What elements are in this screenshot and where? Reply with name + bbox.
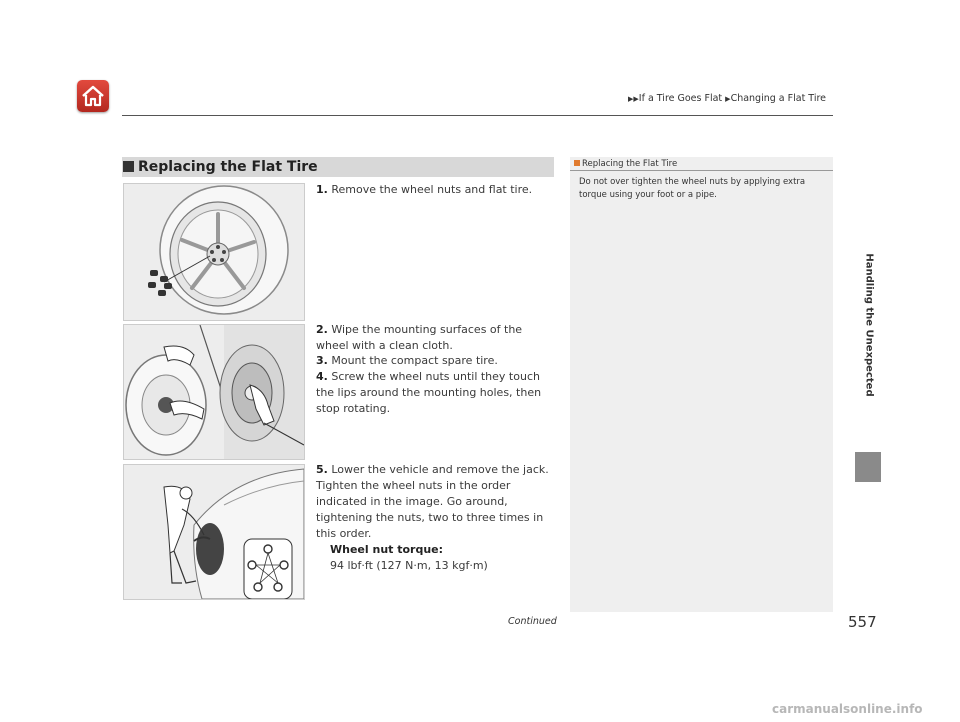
note-text: Do not over tighten the wheel nuts by applying extra torque using your foot or a pipe. (579, 177, 806, 200)
tighten-illustration (124, 465, 304, 599)
step-2 (316, 322, 556, 354)
note-divider (570, 170, 833, 171)
side-tab-label: Handling the Unexpected (863, 253, 875, 397)
breadcrumb (628, 93, 826, 104)
figure-mount-spare (123, 324, 305, 460)
home-button[interactable] (77, 80, 109, 112)
breadcrumb-item-changing: Changing a Flat Tire (730, 93, 827, 104)
torque-value: 94 lbf·ft (127 N·m, 13 kgf·m) (330, 559, 488, 572)
step-number: 5. (316, 463, 328, 476)
step-text: Lower the vehicle and remove the jack. Tighten the wheel nuts in the order indicated in the image. Go around, tightening the nuts, two to three times in this order. (316, 463, 549, 540)
torque-spec (316, 542, 556, 574)
side-tab-marker (855, 452, 881, 482)
breadcrumb-arrow-icon: ▶▶ (628, 95, 639, 103)
note-title: Replacing the Flat Tire (574, 159, 677, 169)
note-marker-icon (574, 160, 580, 166)
section-header (122, 157, 554, 177)
home-icon (77, 80, 109, 112)
figure-remove-wheel (123, 183, 305, 321)
breadcrumb-item-flat-tire[interactable]: If a Tire Goes Flat (638, 93, 723, 104)
section-square-icon (123, 161, 134, 172)
side-note (570, 157, 833, 612)
wheel-illustration (124, 184, 304, 320)
step-number: 1. (316, 183, 328, 196)
step-1 (316, 182, 556, 198)
section-title: Replacing the Flat Tire (138, 159, 318, 175)
step-text: Wipe the mounting surfaces of the wheel with a clean cloth. (316, 323, 523, 352)
header-divider (122, 115, 833, 116)
step-text: Screw the wheel nuts until they touch the lips around the mounting holes, then stop rotating. (316, 370, 542, 415)
step-3 (316, 353, 556, 369)
step-text: Remove the wheel nuts and flat tire. (331, 183, 533, 196)
page-number: 557 (848, 613, 877, 631)
step-5 (316, 462, 556, 574)
step-text: Mount the compact spare tire. (331, 354, 498, 367)
step-number: 3. (316, 354, 328, 367)
step-number: 2. (316, 323, 328, 336)
spare-tire-illustration (124, 325, 304, 459)
watermark: carmanualsonline.info (772, 702, 923, 716)
breadcrumb-arrow-icon: ▶ (725, 95, 731, 103)
continued-label: Continued (508, 616, 557, 627)
figure-tighten-nuts (123, 464, 305, 600)
torque-label: Wheel nut torque: (330, 543, 444, 556)
step-4 (316, 369, 556, 417)
step-number: 4. (316, 370, 328, 383)
